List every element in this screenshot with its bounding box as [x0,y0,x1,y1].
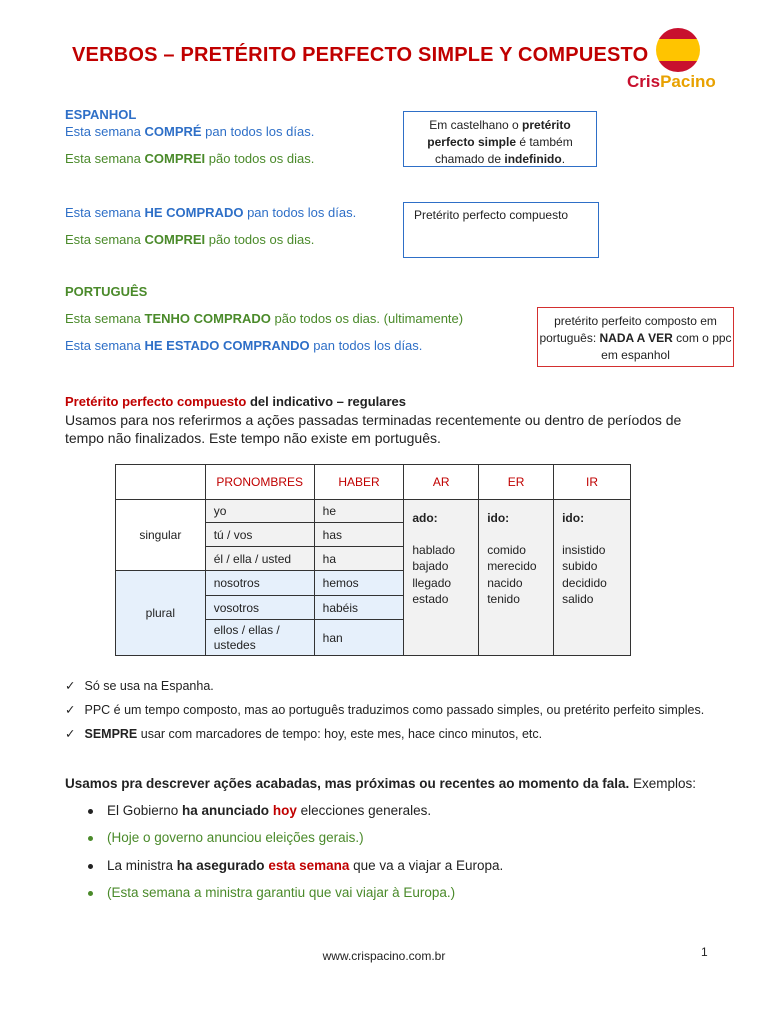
footer-url: www.crispacino.com.br [322,949,446,963]
haber-cell: ha [314,547,404,571]
header-haber: HABER [314,465,404,500]
haber-cell: habéis [314,596,404,620]
plural-label: plural [116,571,206,656]
er-column: ido: comido merecido nacido tenido [479,500,554,656]
ir-column: ido: insistido subido decidido salido [554,500,631,656]
es-line-2: Esta semana COMPREI pão todos os dias. [65,151,315,166]
pronoun-cell: él / ella / usted [205,547,314,571]
ppc-title: Pretérito perfecto compuesto del indicativo – regulares [65,394,406,409]
es-line-3: Esta semana HE COMPRADO pan todos los días. [65,205,357,220]
pronoun-cell: ellos / ellas / ustedes [205,620,314,656]
es-line-4: Esta semana COMPREI pão todos os dias. [65,232,315,247]
example-item-4: (Esta semana a ministra garantiu que vai viajar à Europa.) [88,885,455,900]
bullet-icon [88,891,93,896]
note-box-nada-a-ver: pretérito perfeito composto em português: NADA A VER com o ppc em espanhol [537,307,734,367]
haber-cell: has [314,523,404,547]
pt-line-1: Esta semana TENHO COMPRADO pão todos os dias. (ultimamente) [65,311,464,326]
checkmark-icon: ✓ [65,727,76,741]
header-ir: IR [554,465,631,500]
brand-logo: CrisPacino [627,72,716,91]
spanish-heading: ESPANHOL [65,107,137,122]
header-er: ER [479,465,554,500]
page-number: 1 [701,945,708,959]
ppc-description: Usamos para nos referirmos a ações passadas terminadas recentemente ou dentro de períodos de tempo não finalizados. Este tempo não existe em português. [65,412,682,446]
pronoun-cell: tú / vos [205,523,314,547]
spain-flag-logo-icon [656,28,700,72]
bullet-icon [88,809,93,814]
pronoun-cell: yo [205,500,314,523]
example-item-2: (Hoje o governo anunciou eleições gerais.) [88,830,364,845]
example-item-1: El Gobierno ha anunciado hoy elecciones generales. [88,803,431,818]
es-line-1: Esta semana COMPRÉ pan todos los días. [65,124,315,139]
header-pronombres: PRONOMBRES [205,465,314,500]
bullet-icon [88,864,93,869]
header-ar: AR [404,465,479,500]
usage-paragraph: Usamos pra descrever ações acabadas, mas próximas ou recentes ao momento da fala. Exemplos: [65,776,697,791]
ar-column: ado: hablado bajado llegado estado [404,500,479,656]
conjugation-table [115,464,631,656]
example-item-3: La ministra ha asegurado esta semana que va a viajar a Europa. [88,858,503,873]
bullet-icon [88,836,93,841]
portuguese-heading: PORTUGUÊS [65,284,148,299]
pronoun-cell: vosotros [205,596,314,620]
note-box-compuesto: Pretérito perfecto compuesto [403,202,599,258]
singular-label: singular [116,500,206,571]
check-item-2: ✓ PPC é um tempo composto, mas ao português traduzimos como passado simples, ou pretérito perfeito simples. [65,703,705,717]
checkmark-icon: ✓ [65,679,76,693]
note-box-indefinido: Em castelhano o pretérito perfecto simple é também chamado de indefinido. [403,111,597,167]
table-corner [116,465,206,500]
check-item-1: ✓ Só se usa na Espanha. [65,679,214,693]
pt-line-2: Esta semana HE ESTADO COMPRANDO pan todos los días. [65,338,423,353]
page-title: VERBOS – PRETÉRITO PERFECTO SIMPLE Y COMPUESTO [72,44,649,66]
checkmark-icon: ✓ [65,703,76,717]
pronoun-cell: nosotros [205,571,314,596]
check-item-3: ✓ SEMPRE usar com marcadores de tempo: hoy, este mes, hace cinco minutos, etc. [65,727,543,741]
haber-cell: han [314,620,404,656]
haber-cell: he [314,500,404,523]
haber-cell: hemos [314,571,404,596]
